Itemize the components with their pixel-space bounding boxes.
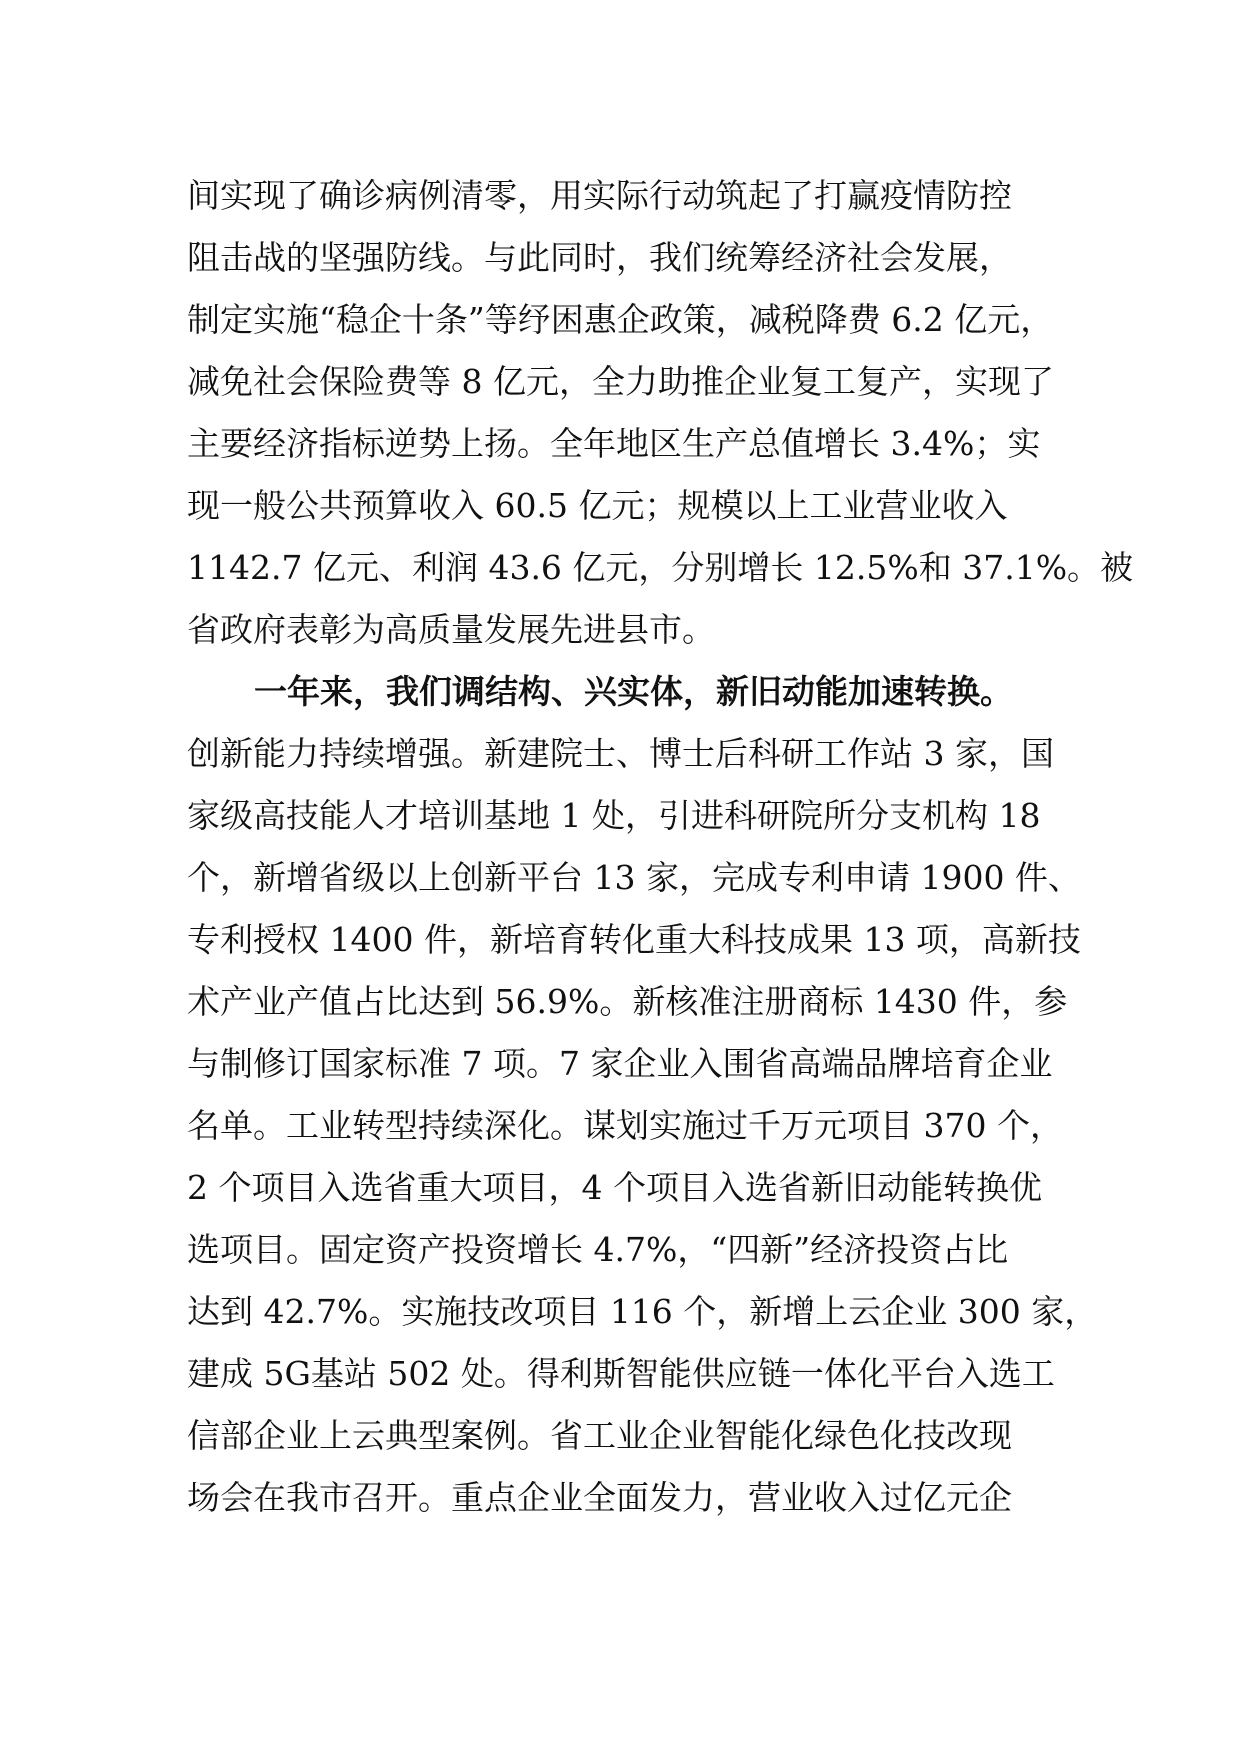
text-line: 主要经济指标逆势上扬。全年地区生产总值增长 3.4%；实	[187, 424, 1041, 463]
text-line: 名单。工业转型持续深化。谋划实施过千万元项目 370 个，	[187, 1106, 1063, 1145]
text-line: 创新能力持续增强。新建院士、博士后科研工作站 3 家，国	[187, 734, 1054, 773]
text-line: 信部企业上云典型案例。省工业企业智能化绿色化技改现	[187, 1416, 1012, 1455]
text-line: 省政府表彰为高质量发展先进县市。	[187, 610, 715, 649]
text-line: 达到 42.7%。实施技改项目 116 个，新增上云企业 300 家，	[187, 1292, 1098, 1331]
text-line: 专利授权 1400 件，新培育转化重大科技成果 13 项，高新技	[187, 920, 1081, 959]
text-line: 个，新增省级以上创新平台 13 家，完成专利申请 1900 件、	[187, 858, 1081, 897]
text-line: 减免社会保险费等 8 亿元，全力助推企业复工复产，实现了	[187, 362, 1054, 401]
text-line: 阻击战的坚强防线。与此同时，我们统筹经济社会发展，	[187, 238, 1012, 277]
text-line: 2 个项目入选省重大项目，4 个项目入选省新旧动能转换优	[187, 1168, 1042, 1207]
section-heading: 一年来，我们调结构、兴实体，新旧动能加速转换。	[254, 672, 1013, 711]
text-line: 制定实施“稳企十条”等纾困惠企政策，减税降费 6.2 亿元，	[187, 300, 1054, 339]
text-line: 家级高技能人才培训基地 1 处，引进科研院所分支机构 18	[187, 796, 1041, 835]
text-line: 场会在我市召开。重点企业全面发力，营业收入过亿元企	[187, 1478, 1012, 1517]
text-line: 与制修订国家标准 7 项。7 家企业入围省高端品牌培育企业	[187, 1044, 1053, 1083]
text-line: 间实现了确诊病例清零，用实际行动筑起了打赢疫情防控	[187, 176, 1012, 215]
text-line: 选项目。固定资产投资增长 4.7%，“四新”经济投资占比	[187, 1230, 1009, 1269]
text-line: 1142.7 亿元、利润 43.6 亿元，分别增长 12.5%和 37.1%。被	[187, 548, 1134, 587]
text-line: 现一般公共预算收入 60.5 亿元；规模以上工业营业收入	[187, 486, 1008, 525]
text-line: 建成 5G基站 502 处。得利斯智能供应链一体化平台入选工	[187, 1354, 1055, 1393]
text-line: 术产业产值占比达到 56.9%。新核准注册商标 1430 件，参	[187, 982, 1068, 1021]
